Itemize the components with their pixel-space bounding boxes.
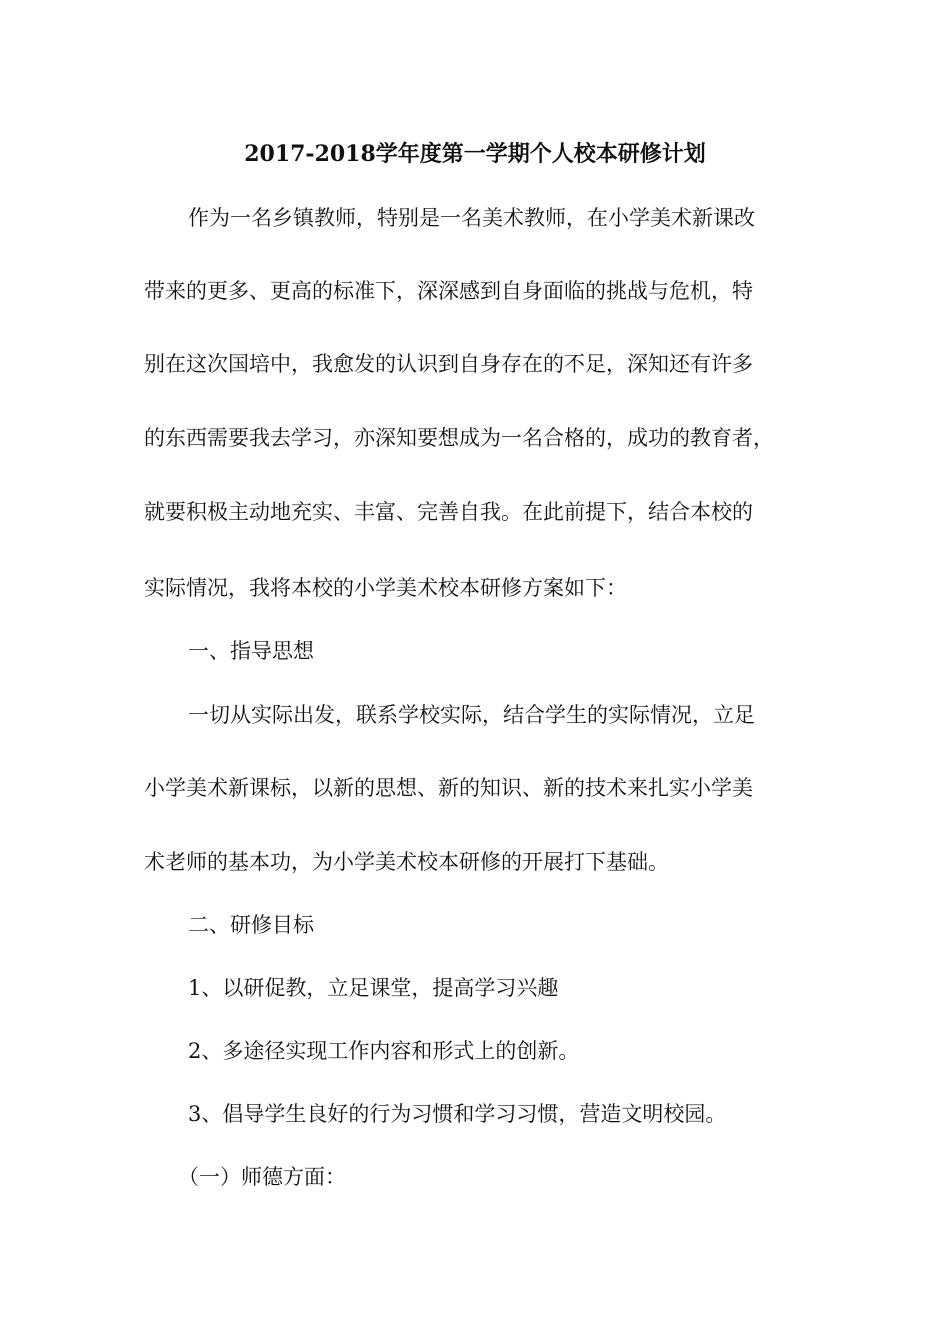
paragraph-line-1: 作为一名乡镇教师，特别是一名美术教师，在小学美术新课改 — [188, 206, 755, 230]
document-title: 2017-2018学年度第一学期个人校本研修计划 — [244, 141, 706, 167]
paragraph-line-3: 别在这次国培中，我愈发的认识到自身存在的不足，深知还有许多 — [144, 352, 753, 376]
paragraph-line-5: 就要积极主动地充实、丰富、完善自我。在此前提下，结合本校的 — [144, 500, 753, 524]
goal-item-2: 2、多途径实现工作内容和形式上的创新。 — [188, 1039, 580, 1063]
section-heading-training-goals: 二、研修目标 — [188, 913, 314, 937]
goal-item-1: 1、以研促教，立足课堂，提高学习兴趣 — [188, 976, 559, 1000]
paragraph-line-8: 小学美术新课标，以新的思想、新的知识、新的技术来扎实小学美 — [144, 776, 753, 800]
paragraph-line-6: 实际情况，我将本校的小学美术校本研修方案如下： — [144, 576, 627, 600]
section-heading-guiding-ideology: 一、指导思想 — [188, 639, 314, 663]
paragraph-line-4: 的东西需要我去学习，亦深知要想成为一名合格的，成功的教育者， — [144, 426, 774, 450]
paragraph-line-9: 术老师的基本功，为小学美术校本研修的开展打下基础。 — [144, 850, 669, 874]
paragraph-line-2: 带来的更多、更高的标准下，深深感到自身面临的挑战与危机，特 — [144, 279, 753, 303]
subsection-heading-teacher-ethics: （一）师德方面： — [178, 1165, 346, 1189]
paragraph-line-7: 一切从实际出发，联系学校实际，结合学生的实际情况，立足 — [188, 703, 755, 727]
goal-item-3: 3、倡导学生良好的行为习惯和学习习惯，营造文明校园。 — [188, 1102, 727, 1126]
